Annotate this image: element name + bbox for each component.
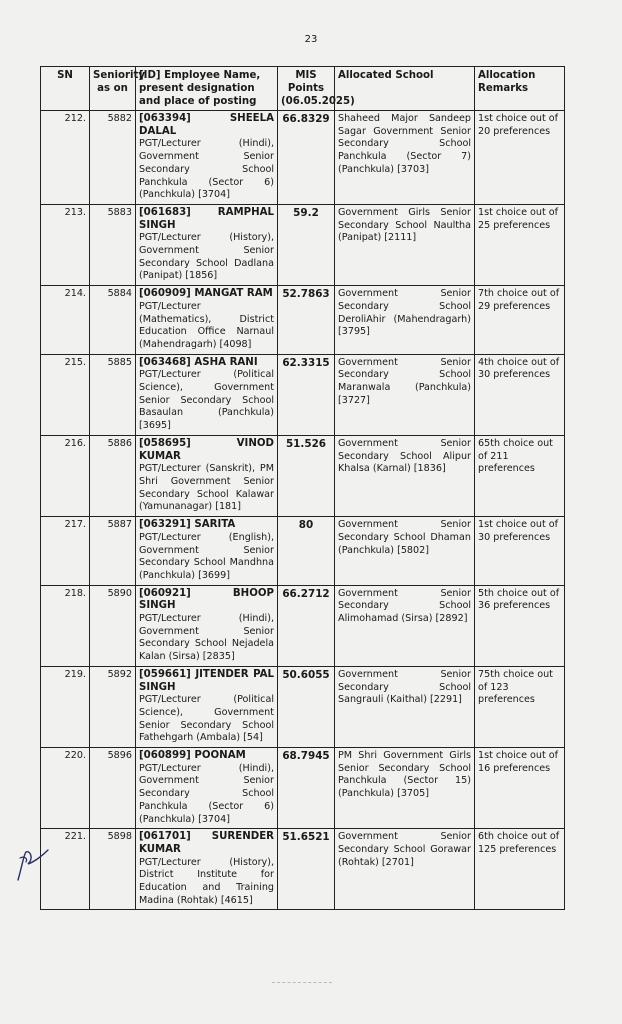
employee-id-name: [058695] VINOD KUMAR — [139, 437, 274, 462]
cell-allocated-school: Government Senior Secondary School Sangrauli (Kaithal) [2291] — [335, 666, 475, 747]
cell-employee — [136, 354, 278, 435]
table-row — [41, 666, 565, 747]
cell-allocated-school: Government Senior Secondary School DeroliAhir (Mahendragarh) [3795] — [335, 286, 475, 355]
header-mis-points: MIS Points (06.05.2025) — [278, 67, 335, 111]
cell-mis-points: 51.6521 — [278, 829, 335, 910]
employee-posting: PGT/Lecturer (History), District Institute for Education and Training Madina (Rohtak) [4615] — [139, 856, 274, 906]
cell-allocation-remarks: 1st choice out of 25 preferences — [475, 204, 565, 285]
cell-employee — [136, 517, 278, 586]
cell-sn: 213. — [41, 204, 90, 285]
header-allocated-school: Allocated School — [335, 67, 475, 111]
table-row — [41, 829, 565, 910]
cell-sn: 212. — [41, 111, 90, 205]
table-row — [41, 517, 565, 586]
employee-posting: PGT/Lecturer (Hindi), Government Senior Secondary School Panchkula (Sector 6) (Panchkula) [3704] — [139, 138, 274, 201]
cell-sn: 214. — [41, 286, 90, 355]
cell-allocated-school: Government Senior Secondary School Alimohamad (Sirsa) [2892] — [335, 585, 475, 666]
cell-mis-points: 66.2712 — [278, 585, 335, 666]
cell-allocation-remarks: 7th choice out of 29 preferences — [475, 286, 565, 355]
header-sn: SN — [41, 67, 90, 111]
table-row — [41, 585, 565, 666]
employee-posting: PGT/Lecturer (Mathematics), District Education Office Narnaul (Mahendragarh) [4098] — [139, 300, 274, 350]
cell-sn: 218. — [41, 585, 90, 666]
cell-employee — [136, 666, 278, 747]
allocation-table — [40, 66, 565, 910]
cell-employee — [136, 748, 278, 829]
employee-id-name: [063291] SARITA — [139, 519, 236, 531]
footer-scan-mark — [272, 982, 332, 985]
employee-id-name: [063394] SHEELA DALAL — [139, 113, 274, 137]
cell-seniority: 5886 — [90, 435, 136, 516]
cell-sn: 219. — [41, 666, 90, 747]
table-row — [41, 204, 565, 285]
cell-seniority: 5898 — [90, 829, 136, 910]
cell-allocation-remarks: 5th choice out of 36 preferences — [475, 585, 565, 666]
employee-id-name: [060899] POONAM — [139, 750, 246, 762]
employee-id-name: [061683] RAMPHAL SINGH — [139, 206, 274, 231]
cell-sn: 220. — [41, 748, 90, 829]
cell-mis-points: 59.2 — [278, 204, 335, 285]
employee-id-name: [060921] BHOOP SINGH — [139, 587, 274, 612]
page-number: 23 — [304, 34, 318, 45]
cell-allocation-remarks: 1st choice out of 16 preferences — [475, 748, 565, 829]
cell-allocation-remarks: 1st choice out of 30 preferences — [475, 517, 565, 586]
cell-seniority: 5883 — [90, 204, 136, 285]
cell-allocation-remarks: 75th choice out of 123 preferences — [475, 666, 565, 747]
signature-mark — [12, 846, 52, 886]
cell-mis-points: 80 — [278, 517, 335, 586]
cell-allocated-school: Government Girls Senior Secondary School Naultha (Panipat) [2111] — [335, 204, 475, 285]
employee-posting: PGT/Lecturer (Sanskrit), PM Shri Government Senior Secondary School Kalawar (Yamunanagar) [181] — [139, 463, 274, 513]
employee-posting: PGT/Lecturer (Political Science), Government Senior Secondary School Fathehgarh (Ambala) [54] — [139, 694, 274, 744]
cell-seniority: 5892 — [90, 666, 136, 747]
employee-id-name: [063468] ASHA RANI — [139, 356, 258, 368]
header-seniority: Seniority as on — [90, 67, 136, 111]
cell-seniority: 5887 — [90, 517, 136, 586]
cell-allocation-remarks: 65th choice out of 211 preferences — [475, 435, 565, 516]
employee-posting: PGT/Lecturer (Political Science), Government Senior Secondary School Basaulan (Panchkula) [3695] — [139, 369, 274, 432]
employee-posting: PGT/Lecturer (English), Government Senior Secondary School Mandhna (Panchkula) [3699] — [139, 531, 274, 581]
cell-seniority: 5885 — [90, 354, 136, 435]
cell-seniority: 5890 — [90, 585, 136, 666]
cell-allocated-school: PM Shri Government Girls Senior Secondary School Panchkula (Sector 15) (Panchkula) [3705] — [335, 748, 475, 829]
cell-mis-points: 62.3315 — [278, 354, 335, 435]
cell-mis-points: 66.8329 — [278, 111, 335, 205]
table-row — [41, 111, 565, 205]
cell-employee — [136, 435, 278, 516]
cell-allocated-school: Shaheed Major Sandeep Sagar Government Senior Secondary School Panchkula (Sector 7) (Panchkula) [3703] — [335, 111, 475, 205]
cell-employee — [136, 111, 278, 205]
cell-mis-points: 51.526 — [278, 435, 335, 516]
cell-employee — [136, 204, 278, 285]
cell-allocation-remarks: 4th choice out of 30 preferences — [475, 354, 565, 435]
cell-allocation-remarks: 1st choice out of 20 preferences — [475, 111, 565, 205]
cell-employee — [136, 286, 278, 355]
header-allocation-remarks: Allocation Remarks — [475, 67, 565, 111]
employee-id-name: [059661] JITENDER PAL SINGH — [139, 668, 274, 693]
cell-seniority: 5884 — [90, 286, 136, 355]
cell-mis-points: 52.7863 — [278, 286, 335, 355]
employee-id-name: [061701] SURENDER KUMAR — [139, 831, 274, 855]
cell-allocated-school: Government Senior Secondary School Dhaman (Panchkula) [5802] — [335, 517, 475, 586]
cell-allocated-school: Government Senior Secondary School Alipur Khalsa (Karnal) [1836] — [335, 435, 475, 516]
cell-allocated-school: Government Senior Secondary School Maranwala (Panchkula) [3727] — [335, 354, 475, 435]
table-row — [41, 354, 565, 435]
cell-seniority: 5896 — [90, 748, 136, 829]
table-row — [41, 435, 565, 516]
table-row — [41, 286, 565, 355]
cell-mis-points: 68.7945 — [278, 748, 335, 829]
cell-sn: 216. — [41, 435, 90, 516]
header-employee: [ID] Employee Name, present designation and place of posting — [136, 67, 278, 111]
cell-sn: 221. — [41, 829, 90, 910]
table-row — [41, 748, 565, 829]
employee-posting: PGT/Lecturer (Hindi), Government Senior Secondary School Panchkula (Sector 6) (Panchkula) [3704] — [139, 762, 274, 825]
cell-mis-points: 50.6055 — [278, 666, 335, 747]
cell-seniority: 5882 — [90, 111, 136, 205]
cell-sn: 217. — [41, 517, 90, 586]
cell-allocation-remarks: 6th choice out of 125 preferences — [475, 829, 565, 910]
employee-posting: PGT/Lecturer (Hindi), Government Senior Secondary School Nejadela Kalan (Sirsa) [2835] — [139, 613, 274, 663]
cell-sn: 215. — [41, 354, 90, 435]
employee-id-name: [060909] MANGAT RAM — [139, 288, 273, 300]
cell-allocated-school: Government Senior Secondary School Gorawar (Rohtak) [2701] — [335, 829, 475, 910]
cell-employee — [136, 829, 278, 910]
table-header-row — [41, 67, 565, 111]
cell-employee — [136, 585, 278, 666]
employee-posting: PGT/Lecturer (History), Government Senior Secondary School Dadlana (Panipat) [1856] — [139, 232, 274, 282]
